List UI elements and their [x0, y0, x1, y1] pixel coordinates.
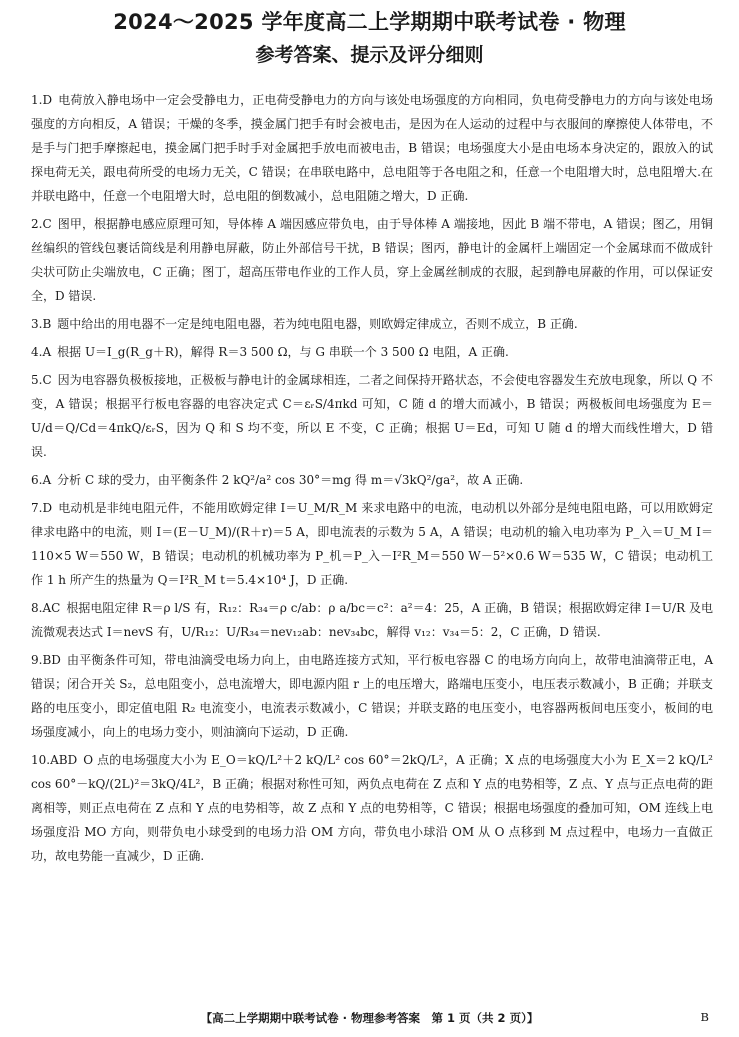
page-subtitle: 参考答案、提示及评分细则 [255, 44, 484, 66]
answer-item-1 [31, 88, 713, 208]
answer-number: 10.ABD [31, 753, 78, 767]
answer-text: 因为电容器负极板接地，正极板与静电计的金属球相连，二者之间保持开路状态，不会使电容器发生充放电现象，所以 Q 不变，A 错误；根据平行板电容器的电容决定式 C＝εᵣS/4πkd 可知，C 随 d 的增大而减小，B 错误；两极板间电场强度为 E＝U/d＝Q/Cd＝4πkQ/εᵣS，因为 Q 和 S 均不变，所以 E 不变，C 正确；根据 U＝Ed，可知 U 随 d 的增大而线性增大，D 错误. [31, 373, 713, 459]
page-title: 2024～2025 学年度高二上学期期中联考试卷 · 物理 [113, 10, 626, 34]
answer-list [31, 88, 713, 872]
answer-number: 5.C [31, 373, 52, 387]
answer-number: 8.AC [31, 601, 61, 615]
answer-text: 电荷放入静电场中一定会受静电力，正电荷受静电力的方向与该处电场强度的方向相同，负电荷受静电力的方向与该处电场强度的方向相反，A 错误；干燥的冬季，摸金属门把手有时会被电击，是因为在人运动的过程中与衣服间的摩擦使人体带电，不是手与门把手摩擦起电，摸金属门把手时手对金属把手放电而被电击，B 错误；电场强度大小是由电场本身决定的，跟放入的试探电荷无关，跟电荷所受的电场力无关，C 错误；在串联电路中，总电阻等于各电阻之和，任意一个电阻增大时，总电阻增大.在并联电路中，任意一个电阻增大时，总电阻的倒数减小，总电阻随之增大，D 正确. [31, 93, 713, 203]
answer-number: 3.B [31, 317, 52, 331]
version-mark: B [700, 1010, 709, 1024]
answer-item-3 [31, 312, 713, 336]
footer-text: 【高二上学期期中联考试卷 · 物理参考答案 第 1 页（共 2 页）】 [200, 1011, 539, 1025]
answer-text: O 点的电场强度大小为 E_O＝kQ/L²＋2 kQ/L² cos 60°＝2kQ/L²，A 正确；X 点的电场强度大小为 E_X＝2 kQ/L² cos 60°－kQ/(2L)²＝3kQ/4L²，B 正确；根据对称性可知，两负点电荷在 Z 点和 Y 点的电势相等，Z 点、Y 点与正点电荷的距离相等，则正点电荷在 Z 点和 Y 点的电势相等，故 Z 点和 Y 点的电势相等，C 错误；根据电场强度的叠加可知，OM 连线上电场强度沿 MO 方向，则带负电小球受到的电场力沿 OM 方向，带负电小球沿 OM 从 O 点移到 M 点过程中，电场力一直做正功，故电势能一直减少，D 正确. [31, 753, 713, 863]
answer-text: 根据 U＝I_g(R_g＋R)，解得 R＝3 500 Ω，与 G 串联一个 3 500 Ω 电阻，A 正确. [57, 345, 509, 359]
answer-item-4 [31, 340, 713, 364]
answer-number: 9.BD [31, 653, 61, 667]
answer-number: 2.C [31, 217, 52, 231]
answer-number: 7.D [31, 501, 53, 515]
answer-text: 分析 C 球的受力，由平衡条件 2 kQ²/a² cos 30°＝mg 得 m＝√3kQ²/ga²，故 A 正确. [57, 473, 524, 487]
answer-item-2 [31, 212, 713, 308]
answer-item-5 [31, 368, 713, 464]
answer-number: 6.A [31, 473, 52, 487]
answer-text: 根据电阻定律 R＝ρ l/S 有，R₁₂：R₃₄＝ρ c/ab：ρ a/bc＝c²：a²＝4：25，A 正确，B 错误；根据欧姆定律 I＝U/R 及电流微观表达式 I＝nevS 有，U/R₁₂：U/R₃₄＝nev₁₂ab：nev₃₄bc，解得 v₁₂：v₃₄＝5：2，C 正确，D 错误. [31, 601, 713, 639]
answer-number: 4.A [31, 345, 52, 359]
answer-item-6 [31, 468, 713, 492]
answer-text: 图甲，根据静电感应原理可知，导体棒 A 端因感应带负电，由于导体棒 A 端接地，因此 B 端不带电，A 错误；图乙，用铜丝编织的管线包裹话筒线是利用静电屏蔽，防止外部信号干扰，B 错误；图丙，静电计的金属杆上端固定一个金属球而不做成针尖状可防止尖端放电，C 正确；图丁，超高压带电作业的工作人员，穿上金属丝制成的衣服，起到静电屏蔽的作用，可以保证安全，D 错误. [31, 217, 713, 303]
answer-text: 电动机是非纯电阻元件，不能用欧姆定律 I＝U_M/R_M 来求电路中的电流，电动机以外部分是纯电阻电路，可以用欧姆定律求电路中的电流，则 I＝(E－U_M)/(R＋r)＝5 A，即电流表的示数为 5 A，A 错误；电动机的输入电功率为 P_入＝U_M I＝110×5 W＝550 W，B 错误；电动机的机械功率为 P_机＝P_入－I²R_M＝550 W－5²×0.6 W＝535 W，C 错误；电动机工作 1 h 所产生的热量为 Q＝I²R_M t＝5.4×10⁴ J，D 正确. [31, 501, 713, 587]
answer-item-10 [31, 748, 713, 868]
answer-item-9 [31, 648, 713, 744]
answer-text: 题中给出的用电器不一定是纯电阻电器，若为纯电阻电器，则欧姆定律成立，否则不成立，B 正确. [57, 317, 578, 331]
answer-text: 由平衡条件可知，带电油滴受电场力向上，由电路连接方式知，平行板电容器 C 的电场方向向上，故带电油滴带正电，A 错误；闭合开关 S₂，总电阻变小，总电流增大，即电源内阻 r 上的电压增大，路端电压变小，电压表示数减小，B 正确；并联支路的电压变小，即定值电阻 R₂ 电流变小，电流表示数减小，C 错误；并联支路的电压变小，电容器两板间电压变小，板间的电场强度减小，向上的电场力变小，则油滴向下运动，D 正确. [31, 653, 713, 739]
answer-item-8 [31, 596, 713, 644]
page-footer [0, 1010, 739, 1026]
answer-item-7 [31, 496, 713, 592]
answer-number: 1.D [31, 93, 53, 107]
